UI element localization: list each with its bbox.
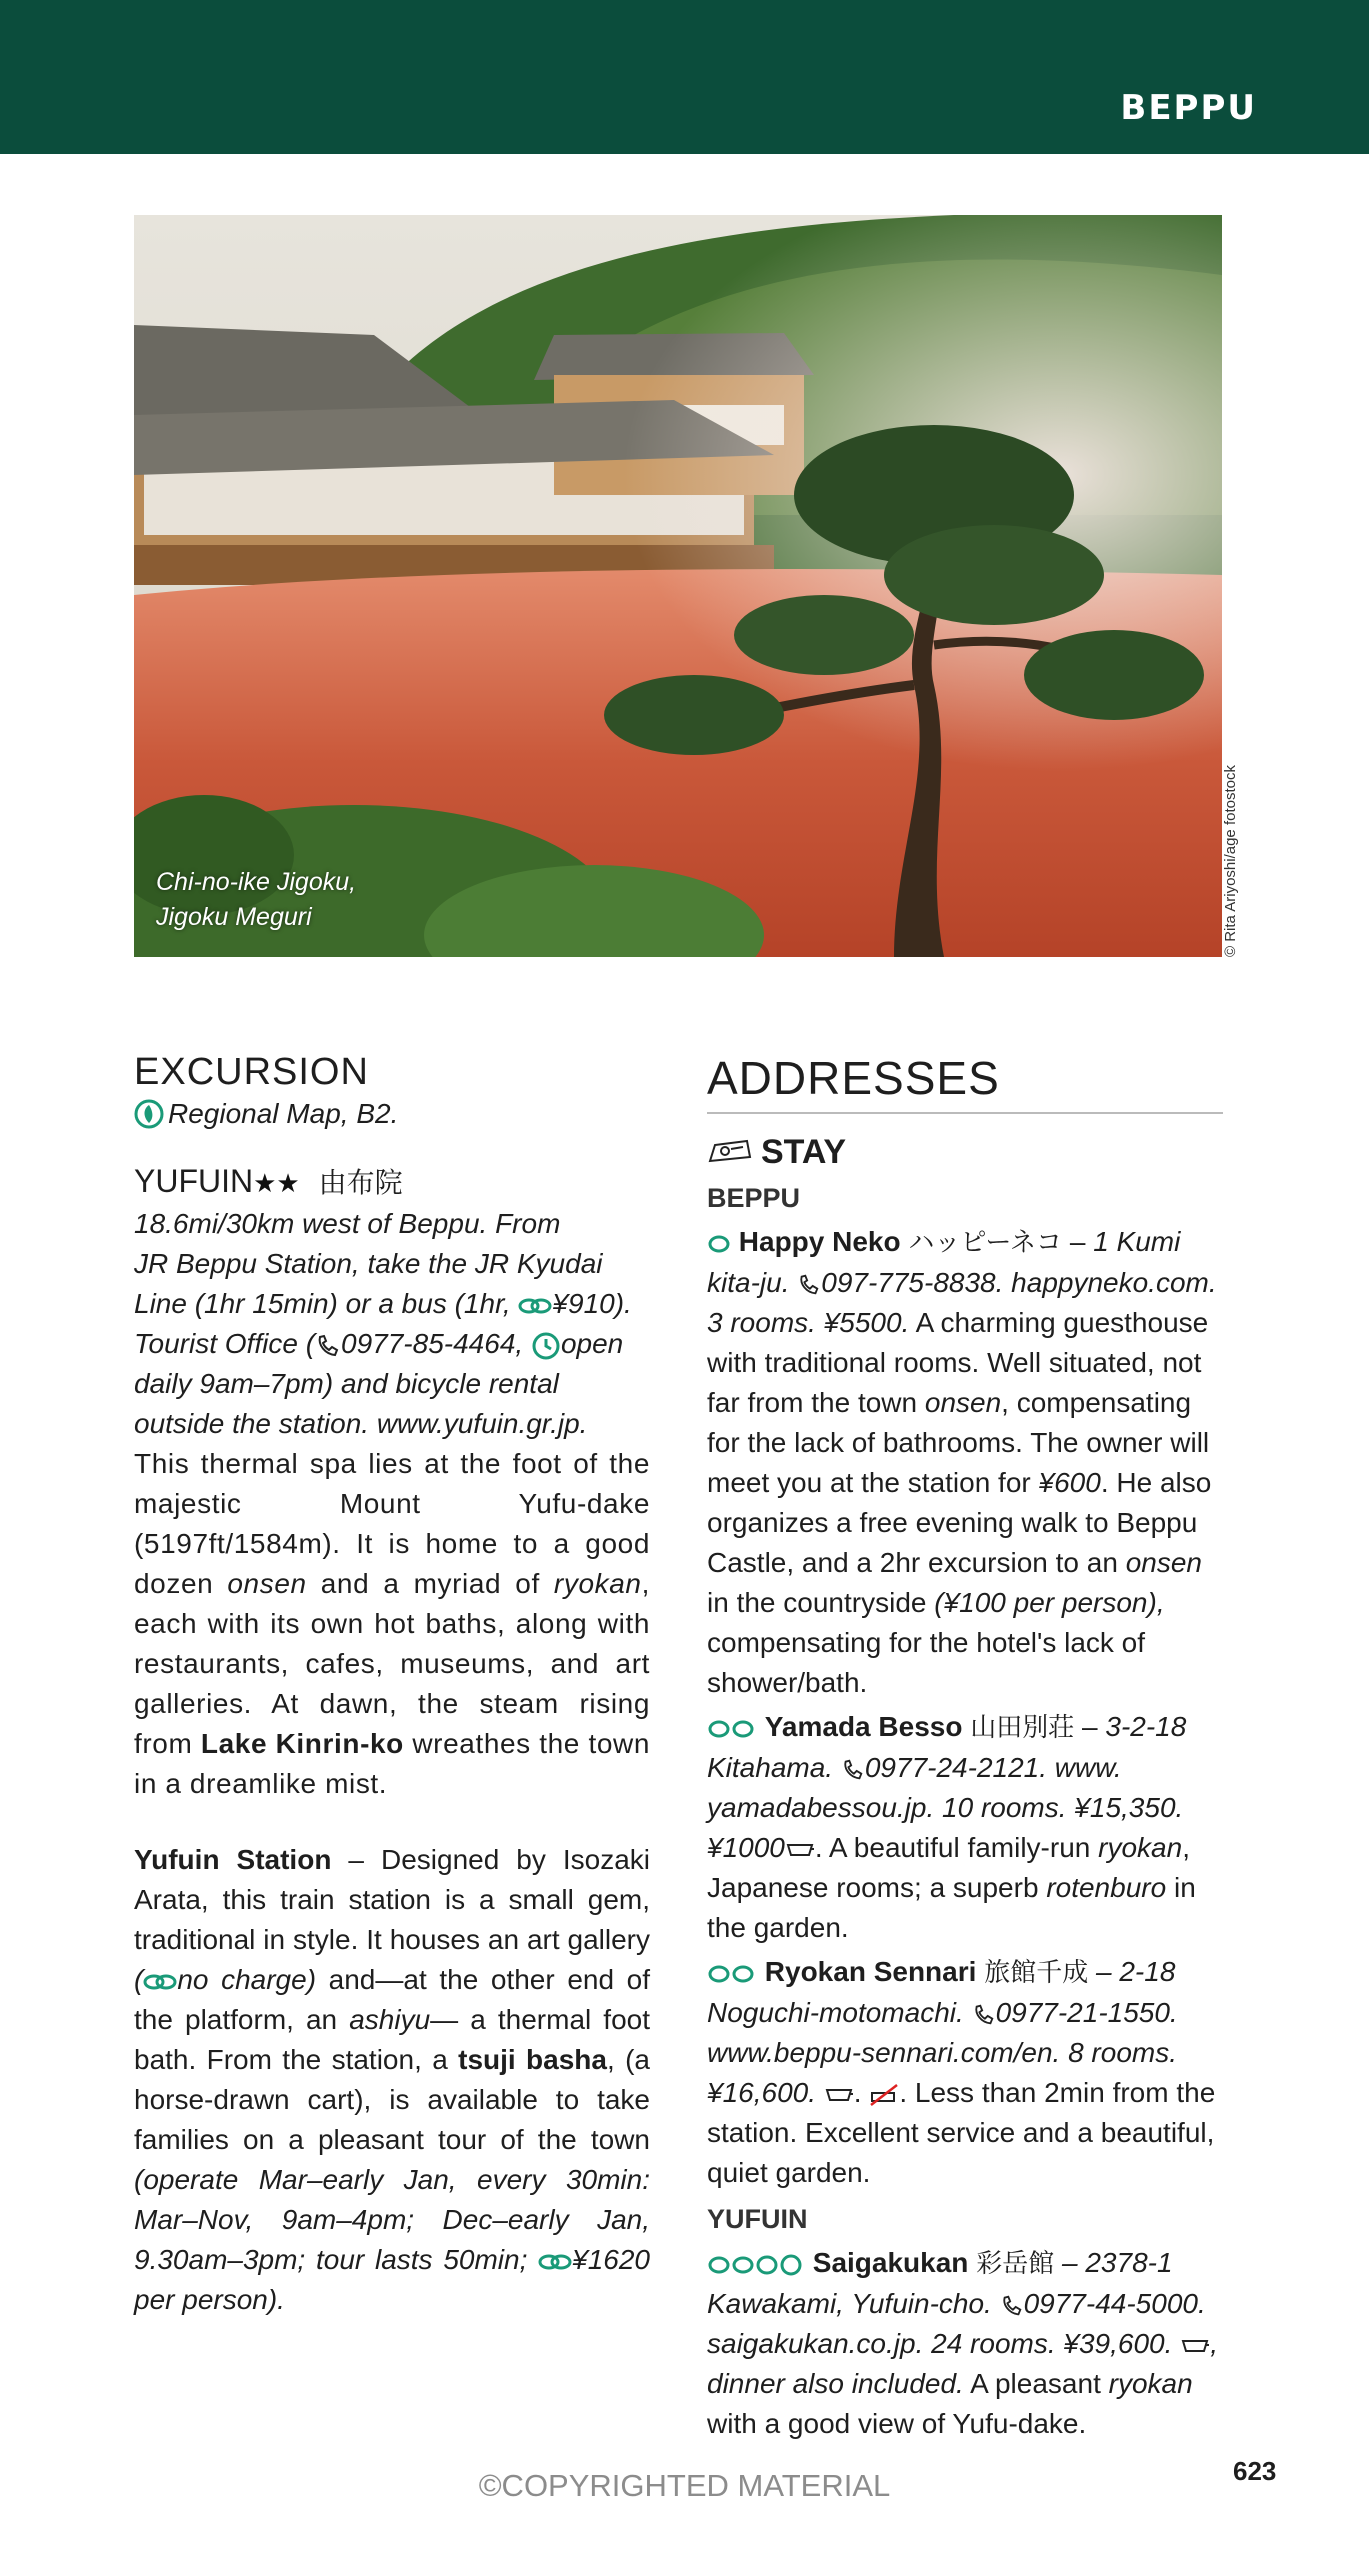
map-reference <box>134 1094 650 1134</box>
phone-icon <box>972 2003 996 2027</box>
photo-illustration <box>134 215 1222 957</box>
listing-happy-neko: Happy Neko ハッピーネコ – 1 Kumi kita-ju. 097-775-8838. happyneko.com. 3 rooms. ¥5500. A charming guesthouse with traditional rooms. Well situated, not far from the town onsen, compensating for the lack of bathrooms. The owner will meet you at the station for ¥600. He also organizes a free evening walk to Beppu Castle, and a 2hr excursion to an onsen in the countryside (¥100 per person), compensating for the hotel's lack of shower/bath. <box>707 1226 1217 1698</box>
price-coin-icon <box>707 1963 757 1985</box>
info-line: JR Beppu Station, take the JR Kyudai <box>134 1248 603 1279</box>
listing-saigakukan: Saigakukan 彩岳館 – 2378-1 Kawakami, Yufuin-cho. 0977-44-5000. saigakukan.co.jp. 24 rooms. ¥39,600. , dinner also included. A pleasant ryokan with a good view of Yufu-dake. <box>707 2247 1218 2439</box>
coins-icon <box>538 2251 572 2273</box>
listing-name-japanese: 旅館千成 <box>984 1958 1089 1988</box>
listing-name-japanese: 山田別荘 <box>970 1713 1075 1743</box>
caption-line: Chi-no-ike Jigoku, <box>156 868 357 896</box>
excursion-heading: EXCURSION <box>134 1051 369 1093</box>
listing-name-japanese: ハッピーネコ <box>908 1228 1063 1258</box>
photo-credit-text: © Rita Ariyoshi/age fotostock <box>1222 765 1239 957</box>
description-paragraph: This thermal spa lies at the foot of the majestic Mount Yufu-dake (5197ft/1584m). It is home to a good dozen onsen and a myriad of ryokan, each with its own hot baths, along with restaurants, cafes, museums, and art galleries. At dawn, the steam rising from Lake Kinrin-ko wreathes the town in a dreamlike mist. <box>134 1448 650 1799</box>
addresses-heading: ADDRESSES <box>707 1050 1223 1114</box>
map-reference-text: Regional Map, B2. <box>168 1098 399 1129</box>
listing-name: Happy Neko <box>738 1226 901 1257</box>
city-heading-yufuin: YUFUIN <box>707 2204 808 2234</box>
listing-ryokan-sennari: Ryokan Sennari 旅館千成 – 2-18 Noguchi-motomachi. 0977-21-1550. www.beppu-sennari.com/en. 8 rooms. ¥16,600. . . Less than 2min from the station. Excellent service and a beautiful, quiet garden. <box>707 1956 1216 2188</box>
copyright-notice: ©COPYRIGHTED MATERIAL <box>478 2468 891 2503</box>
station-paragraph: Yufuin Station – Designed by Isozaki Arata, this train station is a small gem, traditional in style. It houses an art gallery ( no charge) and—at the other end of the platform, an ashiyu— a thermal foot bath. From the station, a tsuji basha, (a horse-drawn cart), is available to take families on a pleasant tour of the town (operate Mar–early Jan, every 30min: Mar–Nov, 9am–4pm; Dec–early Jan, 9.30am–3pm; tour lasts 50min; ¥1620 per person). <box>134 1844 651 2315</box>
bed-icon <box>707 1137 753 1167</box>
listing-name: Saigakukan <box>812 2247 969 2278</box>
excursion-column <box>134 1050 650 2320</box>
stay-heading <box>707 1132 1223 1172</box>
photo-caption <box>156 865 356 935</box>
breakfast-icon <box>1180 2337 1210 2355</box>
breakfast-icon <box>785 1841 815 1859</box>
listing-name: Yamada Besso <box>764 1711 963 1742</box>
phone-icon <box>315 1333 341 1359</box>
practical-info <box>134 1204 650 1444</box>
price-coin-icon <box>707 1718 757 1740</box>
no-smoking-icon <box>869 2083 899 2107</box>
coins-icon <box>518 1295 552 1317</box>
phone-icon <box>797 1273 821 1297</box>
listing-name-japanese: 彩岳館 <box>976 2249 1055 2279</box>
phone-icon <box>841 1758 865 1782</box>
phone-icon <box>1000 2294 1024 2318</box>
addresses-column <box>707 1050 1223 2444</box>
stay-label: STAY <box>761 1133 847 1171</box>
price-coin-icon <box>707 2253 805 2277</box>
map-pin-icon <box>134 1099 164 1129</box>
hero-photo <box>134 215 1222 957</box>
place-title <box>134 1160 650 1204</box>
chapter-header-band <box>0 0 1369 154</box>
info-line: Tourist Office ( 0977-85-4464, open <box>134 1328 624 1359</box>
listing-name: Ryokan Sennari <box>764 1956 977 1987</box>
clock-icon <box>531 1331 561 1361</box>
place-name-japanese: 由布院 <box>318 1166 403 1199</box>
price-coin-icon <box>707 1233 731 1255</box>
caption-line: Jigoku Meguri <box>156 903 312 931</box>
breakfast-icon <box>824 2086 854 2104</box>
listing-yamada-besso: Yamada Besso 山田別荘 – 3-2-18 Kitahama. 0977-24-2121. www. yamadabessou.jp. 10 rooms. ¥15,350. ¥1000 . A beautiful family-run ryokan, Japanese rooms; a superb rotenburo in the garden. <box>707 1711 1196 1943</box>
station-name: Yufuin Station <box>134 1844 332 1875</box>
star-rating: ★★ <box>253 1168 300 1198</box>
info-line: daily 9am–7pm) and bicycle rental <box>134 1368 559 1399</box>
info-line: Line (1hr 15min) or a bus (1hr, ¥910). <box>134 1288 632 1319</box>
page-number: 623 <box>1233 2456 1277 2486</box>
coins-icon <box>143 1971 177 1993</box>
chapter-title: BEPPU <box>1120 88 1257 128</box>
info-line: outside the station. www.yufuin.gr.jp. <box>134 1408 588 1439</box>
info-line: 18.6mi/30km west of Beppu. From <box>134 1208 561 1239</box>
city-heading-beppu: BEPPU <box>707 1183 801 1213</box>
place-name: YUFUIN <box>134 1163 254 1199</box>
